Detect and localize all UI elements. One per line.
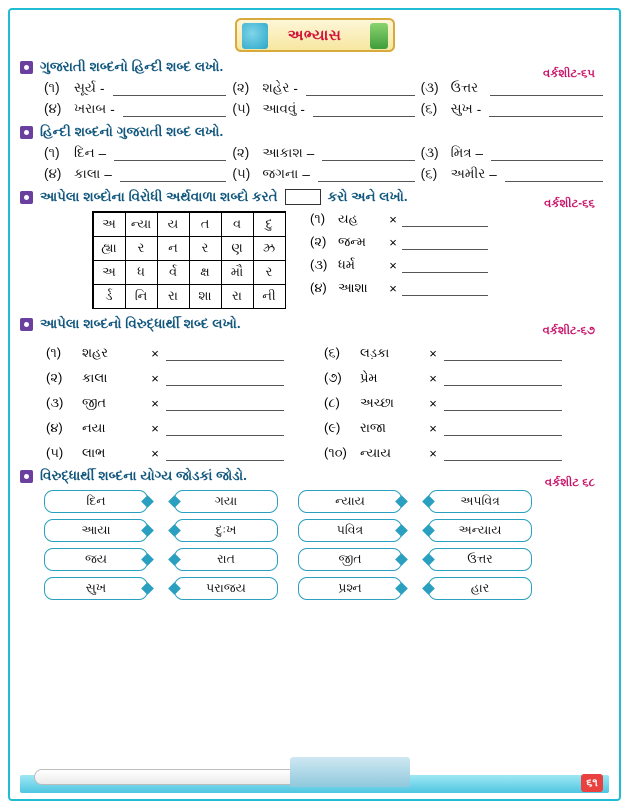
- times-symbol: ×: [151, 396, 159, 411]
- answer-blank[interactable]: [402, 258, 488, 273]
- grid-cell[interactable]: દુ: [253, 212, 286, 237]
- opposite-item: [46, 395, 324, 411]
- page-number: ૬૧: [581, 774, 603, 792]
- grid-cell[interactable]: રા: [157, 284, 190, 309]
- bullet-icon: [20, 470, 33, 483]
- item-number: (૨): [310, 234, 327, 249]
- match-box[interactable]: દુઃખ: [174, 519, 278, 542]
- item-number: (૪): [44, 166, 62, 181]
- grid-cell[interactable]: ર: [189, 236, 222, 261]
- answer-blank[interactable]: [402, 235, 488, 250]
- times-symbol: ×: [151, 346, 159, 361]
- grid-cell[interactable]: ધ: [125, 260, 158, 285]
- bullet-icon: [20, 191, 33, 204]
- section-1-row-2: [20, 101, 609, 117]
- item-word: સૂર્ય: [74, 80, 96, 95]
- section-1: [20, 59, 609, 117]
- answer-blank[interactable]: [490, 81, 603, 96]
- circle-instruction-box[interactable]: [285, 189, 321, 205]
- item-word: રાજા: [360, 420, 386, 435]
- times-symbol: ×: [429, 396, 437, 411]
- times-symbol: ×: [151, 371, 159, 386]
- section-2-row-2: [20, 166, 609, 182]
- section-2-heading: [20, 124, 609, 140]
- match-box[interactable]: ન્યાય: [298, 490, 402, 513]
- item-number: (૧): [46, 345, 62, 360]
- item-number: (૧): [44, 145, 60, 160]
- match-group-2-left: [298, 490, 402, 606]
- match-group-2-right: [428, 490, 532, 606]
- grid-cell[interactable]: અ: [93, 260, 126, 285]
- match-box[interactable]: રાત: [174, 548, 278, 571]
- question-item: [421, 145, 609, 161]
- question-item: [421, 101, 609, 117]
- question-item: [232, 80, 420, 96]
- item-word: યહ: [338, 211, 358, 226]
- bullet-icon: [20, 61, 33, 74]
- item-number: (૪): [46, 420, 63, 435]
- grid-cell[interactable]: શા: [189, 284, 222, 309]
- item-word: જન્મ: [338, 234, 366, 249]
- section-5-title: વિરુદ્ધાર્થી શબ્દના યોગ્ય જોડકાં જોડો.: [40, 468, 247, 483]
- item-word: ધર્મ: [338, 257, 355, 272]
- match-box[interactable]: જય: [44, 548, 148, 571]
- answer-blank[interactable]: [444, 446, 562, 461]
- answer-blank[interactable]: [491, 146, 603, 161]
- item-word: મિત્ર: [450, 145, 472, 160]
- grid-cell[interactable]: ઝ્ર: [253, 236, 286, 261]
- times-symbol: ×: [389, 212, 397, 227]
- match-box[interactable]: પવિત્ર: [298, 519, 402, 542]
- grid-cell[interactable]: ણ: [221, 236, 254, 261]
- match-box[interactable]: પ્રશ્ન: [298, 577, 402, 600]
- times-symbol: ×: [389, 235, 397, 250]
- item-number: (૩): [46, 395, 64, 410]
- answer-blank[interactable]: [444, 421, 562, 436]
- opposite-item: [46, 420, 324, 436]
- item-word: લાભ: [82, 445, 106, 460]
- section-3: [20, 189, 609, 309]
- item-word: ઉત્તર: [450, 80, 479, 95]
- times-symbol: ×: [389, 258, 397, 273]
- item-word: કાલા: [74, 166, 101, 181]
- item-number: (૫): [46, 445, 64, 460]
- opposite-item: [324, 420, 602, 436]
- section-3-heading: [20, 189, 609, 205]
- page-banner: [235, 18, 395, 52]
- item-word: શહર: [82, 345, 108, 360]
- section-3-body: [20, 207, 609, 309]
- section-4-right-column: [324, 336, 602, 461]
- item-number: (૯): [324, 420, 341, 435]
- grid-cell[interactable]: હ્યા: [93, 236, 126, 261]
- section-2: [20, 124, 609, 182]
- opposite-item: [310, 234, 488, 250]
- item-number: (૩): [420, 145, 439, 160]
- item-word: શહેર: [262, 80, 290, 95]
- answer-blank[interactable]: [322, 146, 414, 161]
- match-box[interactable]: અપવિત્ર: [428, 490, 532, 513]
- match-group-2: [298, 490, 532, 606]
- item-word: જગના: [262, 166, 299, 181]
- item-number: (૪): [44, 101, 62, 116]
- match-box[interactable]: જીત: [298, 548, 402, 571]
- item-dash: -: [110, 102, 115, 117]
- question-item: [232, 101, 420, 117]
- answer-blank[interactable]: [120, 167, 226, 182]
- grid-cell[interactable]: ર: [253, 260, 286, 285]
- match-group-1-left: [44, 490, 148, 606]
- section-2-row-1: [20, 145, 609, 161]
- page-footer: [20, 759, 609, 793]
- opposite-item: [324, 345, 602, 361]
- answer-blank[interactable]: [444, 371, 562, 386]
- item-word: દિન: [74, 145, 95, 160]
- grid-cell[interactable]: ત: [189, 212, 222, 237]
- section-3-title-post: કરો અને લખો.: [327, 189, 408, 204]
- match-box[interactable]: સુખ: [44, 577, 148, 600]
- grid-cell[interactable]: રા: [221, 284, 254, 309]
- answer-blank[interactable]: [166, 371, 284, 386]
- item-dash: –: [302, 167, 310, 182]
- grid-cell[interactable]: નિ: [125, 284, 158, 309]
- item-number: (૧૦): [324, 445, 347, 460]
- answer-blank[interactable]: [402, 212, 488, 227]
- item-word: પ્રેમ: [360, 370, 378, 385]
- question-item: [44, 166, 232, 182]
- opposite-item: [46, 370, 324, 386]
- times-symbol: ×: [151, 421, 159, 436]
- item-dash: -: [293, 81, 298, 96]
- item-dash: -: [100, 81, 105, 96]
- grid-cell[interactable]: ન: [157, 236, 190, 261]
- question-item: [44, 101, 232, 117]
- section-1-title: ગુજરાતી શબ્દનો હિન્દી શબ્દ લખો.: [40, 59, 224, 74]
- section-4-worksheet-label: વર્કશીટ-૬૭: [542, 325, 595, 337]
- grid-cell[interactable]: ર: [125, 236, 158, 261]
- answer-blank[interactable]: [166, 421, 284, 436]
- section-5-worksheet-label: વર્કશીટ ૬૮: [544, 477, 595, 489]
- times-symbol: ×: [429, 371, 437, 386]
- item-number: (૩): [310, 257, 328, 272]
- opposite-item: [324, 445, 602, 461]
- item-dash: –: [475, 146, 484, 161]
- answer-blank[interactable]: [505, 167, 603, 182]
- match-box[interactable]: ગયા: [174, 490, 278, 513]
- answer-blank[interactable]: [402, 281, 488, 296]
- grid-cell[interactable]: ક્ષ: [189, 260, 222, 285]
- match-box[interactable]: અન્યાય: [428, 519, 532, 542]
- answer-blank[interactable]: [318, 167, 415, 182]
- item-number: (૮): [324, 395, 340, 410]
- answer-blank[interactable]: [114, 146, 226, 161]
- item-word: આવવું: [262, 101, 297, 116]
- match-box[interactable]: હાર: [428, 577, 532, 600]
- item-number: (૪): [310, 280, 327, 295]
- section-3-worksheet-label: વર્કશીટ-૬૬: [544, 198, 595, 210]
- answer-blank[interactable]: [113, 81, 227, 96]
- match-box[interactable]: ઉત્તર: [428, 548, 532, 571]
- pencil-icon: [34, 769, 334, 785]
- item-number: (૩): [420, 80, 439, 95]
- section-1-worksheet-label: વર્કશીટ-૬૫: [543, 68, 595, 80]
- letter-grid[interactable]: [92, 211, 286, 309]
- answer-blank[interactable]: [489, 102, 603, 117]
- banner-right-decoration-icon: [370, 23, 388, 49]
- section-5: [20, 468, 609, 606]
- item-word: નયા: [82, 420, 106, 435]
- grid-cell[interactable]: ન્યા: [125, 212, 158, 237]
- item-dash: –: [489, 167, 497, 182]
- section-4: [20, 316, 609, 461]
- match-box[interactable]: દિન: [44, 490, 148, 513]
- section-4-body: [20, 336, 609, 461]
- match-group-1-right: [174, 490, 278, 606]
- section-4-heading: [20, 316, 609, 332]
- question-item: [232, 166, 420, 182]
- banner-title: અભ્યાસ: [287, 26, 342, 44]
- question-item: [421, 166, 609, 182]
- grid-cell[interactable]: મૌ: [221, 260, 254, 285]
- section-4-title: આપેલા શબ્દનો વિરુદ્ધાર્થી શબ્દ લખો.: [40, 316, 241, 331]
- answer-blank[interactable]: [166, 396, 284, 411]
- section-3-items: [310, 211, 488, 303]
- section-1-row-1: [20, 80, 609, 96]
- item-word: આકાશ: [262, 145, 303, 160]
- grid-cell[interactable]: અ: [93, 212, 126, 237]
- worksheet-page: [8, 8, 621, 801]
- answer-blank[interactable]: [444, 346, 562, 361]
- item-number: (૫): [232, 166, 251, 181]
- times-symbol: ×: [429, 446, 437, 461]
- answer-blank[interactable]: [123, 102, 227, 117]
- item-number: (૬): [420, 166, 438, 181]
- question-item: [44, 80, 232, 96]
- opposite-item: [324, 395, 602, 411]
- item-word: ખરાબ: [74, 101, 107, 116]
- match-box[interactable]: આયા: [44, 519, 148, 542]
- times-symbol: ×: [389, 281, 397, 296]
- match-group-1: [44, 490, 278, 606]
- banner-left-decoration-icon: [242, 23, 268, 49]
- section-3-title-pre: આપેલા શબ્દોના વિરોધી અર્થવાળા શબ્દો કરતે: [40, 189, 278, 204]
- opposite-item: [310, 280, 488, 296]
- item-dash: -: [476, 102, 482, 117]
- answer-blank[interactable]: [313, 102, 415, 117]
- opposite-item: [324, 370, 602, 386]
- section-2-title: હિન્દી શબ્દનો ગુજરાતી શબ્દ લખો.: [40, 124, 224, 139]
- item-number: (૧): [44, 80, 60, 95]
- question-item: [44, 145, 232, 161]
- item-dash: –: [98, 146, 107, 161]
- grid-cell[interactable]: ર્વ: [157, 260, 190, 285]
- item-word: ન્યાય: [360, 445, 391, 460]
- answer-blank[interactable]: [444, 396, 562, 411]
- castle-illustration: [290, 757, 410, 787]
- opposite-item: [46, 445, 324, 461]
- opposite-item: [310, 211, 488, 227]
- item-number: (૨): [46, 370, 63, 385]
- opposite-item: [310, 257, 488, 273]
- answer-blank[interactable]: [166, 446, 284, 461]
- item-number: (૬): [420, 101, 438, 116]
- item-dash: –: [306, 146, 315, 161]
- item-number: (૭): [324, 370, 342, 385]
- match-pairs-area: [20, 490, 609, 606]
- grid-cell[interactable]: ની: [253, 284, 286, 309]
- item-number: (૫): [232, 101, 251, 116]
- item-number: (૬): [324, 345, 340, 360]
- item-number: (૨): [232, 80, 250, 95]
- times-symbol: ×: [429, 346, 437, 361]
- question-item: [421, 80, 609, 96]
- times-symbol: ×: [151, 446, 159, 461]
- section-5-heading: [20, 468, 609, 484]
- item-word: લડ઼કા: [360, 345, 390, 360]
- item-word: આશા: [338, 280, 368, 295]
- item-dash: -: [300, 102, 305, 117]
- answer-blank[interactable]: [166, 346, 284, 361]
- grid-cell[interactable]: ય: [157, 212, 190, 237]
- grid-cell[interactable]: વ: [221, 212, 254, 237]
- item-word: કાલા: [82, 370, 108, 385]
- question-item: [232, 145, 420, 161]
- match-box[interactable]: પરાજય: [174, 577, 278, 600]
- grid-cell[interactable]: ર્ડ: [93, 284, 126, 309]
- item-number: (૧): [310, 211, 326, 226]
- times-symbol: ×: [429, 421, 437, 436]
- section-4-left-column: [46, 336, 324, 461]
- bullet-icon: [20, 318, 33, 331]
- item-dash: –: [104, 167, 112, 182]
- answer-blank[interactable]: [306, 81, 415, 96]
- bullet-icon: [20, 126, 33, 139]
- match-center-gap: [278, 490, 298, 606]
- opposite-item: [46, 345, 324, 361]
- section-1-heading: [20, 59, 609, 75]
- item-word: સુખ: [450, 101, 473, 116]
- item-number: (૨): [232, 145, 250, 160]
- item-word: અચ્છા: [360, 395, 394, 410]
- item-word: જીત: [82, 395, 107, 410]
- item-word: અમીર: [450, 166, 486, 181]
